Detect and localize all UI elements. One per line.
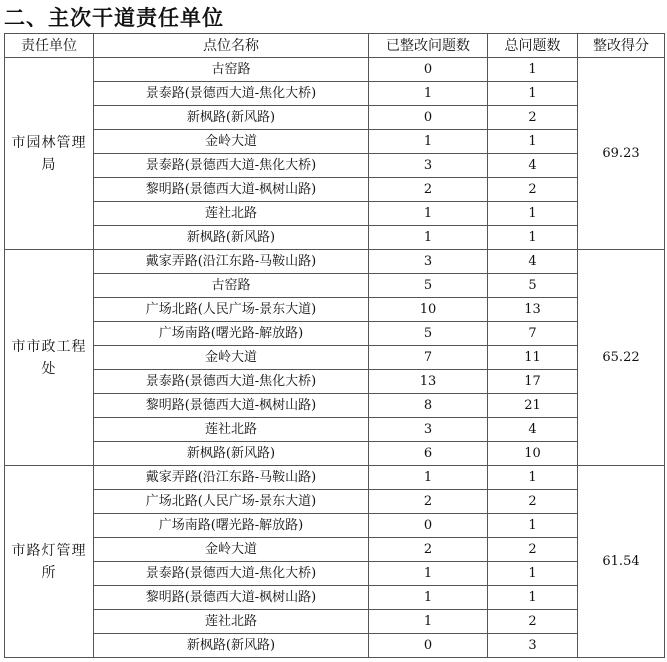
table-row (5, 442, 665, 466)
total-count-cell: 1 (488, 130, 578, 154)
table-row (5, 202, 665, 226)
location-name-cell: 莲社北路 (94, 610, 369, 634)
location-name-cell: 戴家弄路(沿江东路-马鞍山路) (94, 466, 369, 490)
responsible-unit-cell: 市园林管理局 (5, 58, 94, 250)
fixed-count-cell: 1 (369, 226, 488, 250)
total-count-cell: 2 (488, 178, 578, 202)
header-location: 点位名称 (94, 34, 369, 58)
fixed-count-cell: 6 (369, 442, 488, 466)
location-name-cell: 景泰路(景德西大道-焦化大桥) (94, 82, 369, 106)
total-count-cell: 4 (488, 250, 578, 274)
fixed-count-cell: 1 (369, 202, 488, 226)
total-count-cell: 1 (488, 586, 578, 610)
total-count-cell: 1 (488, 562, 578, 586)
total-count-cell: 10 (488, 442, 578, 466)
location-name-cell: 景泰路(景德西大道-焦化大桥) (94, 370, 369, 394)
fixed-count-cell: 0 (369, 634, 488, 658)
total-count-cell: 3 (488, 634, 578, 658)
table-row (5, 466, 665, 490)
location-name-cell: 广场南路(曙光路-解放路) (94, 514, 369, 538)
table-row (5, 154, 665, 178)
fixed-count-cell: 0 (369, 514, 488, 538)
location-name-cell: 景泰路(景德西大道-焦化大桥) (94, 562, 369, 586)
location-name-cell: 古窑路 (94, 274, 369, 298)
total-count-cell: 21 (488, 394, 578, 418)
section-title: 二、主次干道责任单位 (4, 6, 224, 30)
fixed-count-cell: 3 (369, 418, 488, 442)
table-row (5, 370, 665, 394)
total-count-cell: 7 (488, 322, 578, 346)
fixed-count-cell: 0 (369, 58, 488, 82)
fixed-count-cell: 10 (369, 298, 488, 322)
fixed-count-cell: 1 (369, 82, 488, 106)
table-row (5, 610, 665, 634)
fixed-count-cell: 2 (369, 538, 488, 562)
header-fixed: 已整改问题数 (369, 34, 488, 58)
responsible-unit-cell: 市市政工程处 (5, 250, 94, 466)
total-count-cell: 2 (488, 490, 578, 514)
total-count-cell: 5 (488, 274, 578, 298)
table-body (5, 58, 665, 658)
table-row (5, 394, 665, 418)
table-row (5, 562, 665, 586)
table-row (5, 514, 665, 538)
table-row (5, 418, 665, 442)
table-row (5, 298, 665, 322)
fixed-count-cell: 1 (369, 466, 488, 490)
location-name-cell: 黎明路(景德西大道-枫树山路) (94, 394, 369, 418)
total-count-cell: 11 (488, 346, 578, 370)
table-row (5, 130, 665, 154)
fixed-count-cell: 1 (369, 610, 488, 634)
header-score: 整改得分 (578, 34, 665, 58)
location-name-cell: 黎明路(景德西大道-枫树山路) (94, 178, 369, 202)
total-count-cell: 2 (488, 538, 578, 562)
location-name-cell: 金岭大道 (94, 130, 369, 154)
table-row (5, 82, 665, 106)
table-row (5, 58, 665, 82)
location-name-cell: 莲社北路 (94, 202, 369, 226)
table-row (5, 490, 665, 514)
total-count-cell: 1 (488, 466, 578, 490)
fixed-count-cell: 2 (369, 490, 488, 514)
location-name-cell: 古窑路 (94, 58, 369, 82)
total-count-cell: 2 (488, 106, 578, 130)
total-count-cell: 13 (488, 298, 578, 322)
fixed-count-cell: 0 (369, 106, 488, 130)
fixed-count-cell: 5 (369, 274, 488, 298)
fixed-count-cell: 3 (369, 154, 488, 178)
location-name-cell: 金岭大道 (94, 346, 369, 370)
total-count-cell: 1 (488, 82, 578, 106)
total-count-cell: 1 (488, 202, 578, 226)
score-cell: 65.22 (578, 250, 665, 466)
fixed-count-cell: 1 (369, 130, 488, 154)
total-count-cell: 1 (488, 226, 578, 250)
table-row (5, 274, 665, 298)
location-name-cell: 广场南路(曙光路-解放路) (94, 322, 369, 346)
fixed-count-cell: 1 (369, 562, 488, 586)
responsibility-table (4, 33, 665, 658)
location-name-cell: 黎明路(景德西大道-枫树山路) (94, 586, 369, 610)
total-count-cell: 4 (488, 154, 578, 178)
total-count-cell: 2 (488, 610, 578, 634)
location-name-cell: 莲社北路 (94, 418, 369, 442)
location-name-cell: 新枫路(新风路) (94, 442, 369, 466)
location-name-cell: 景泰路(景德西大道-焦化大桥) (94, 154, 369, 178)
fixed-count-cell: 1 (369, 586, 488, 610)
table-row (5, 178, 665, 202)
total-count-cell: 1 (488, 58, 578, 82)
responsible-unit-cell: 市路灯管理所 (5, 466, 94, 658)
fixed-count-cell: 2 (369, 178, 488, 202)
fixed-count-cell: 8 (369, 394, 488, 418)
location-name-cell: 新枫路(新风路) (94, 106, 369, 130)
table-row (5, 106, 665, 130)
location-name-cell: 新枫路(新风路) (94, 634, 369, 658)
table-row (5, 538, 665, 562)
fixed-count-cell: 13 (369, 370, 488, 394)
location-name-cell: 金岭大道 (94, 538, 369, 562)
table-header-row (5, 34, 665, 58)
total-count-cell: 17 (488, 370, 578, 394)
fixed-count-cell: 7 (369, 346, 488, 370)
total-count-cell: 4 (488, 418, 578, 442)
score-cell: 61.54 (578, 466, 665, 658)
fixed-count-cell: 3 (369, 250, 488, 274)
location-name-cell: 新枫路(新风路) (94, 226, 369, 250)
location-name-cell: 广场北路(人民广场-景东大道) (94, 490, 369, 514)
score-cell: 69.23 (578, 58, 665, 250)
table-row (5, 634, 665, 658)
table-row (5, 250, 665, 274)
total-count-cell: 1 (488, 514, 578, 538)
location-name-cell: 广场北路(人民广场-景东大道) (94, 298, 369, 322)
table-row (5, 346, 665, 370)
table-row (5, 322, 665, 346)
table-row (5, 586, 665, 610)
location-name-cell: 戴家弄路(沿江东路-马鞍山路) (94, 250, 369, 274)
fixed-count-cell: 5 (369, 322, 488, 346)
table-row (5, 226, 665, 250)
header-unit: 责任单位 (5, 34, 94, 58)
header-total: 总问题数 (488, 34, 578, 58)
